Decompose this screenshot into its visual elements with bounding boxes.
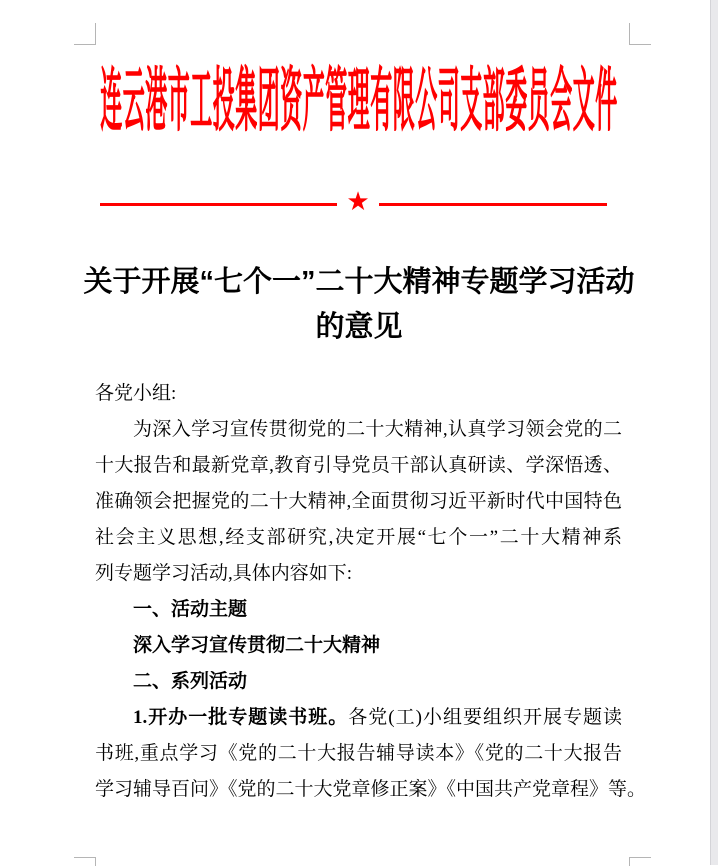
body-line bbox=[95, 700, 622, 736]
body-item-text: 各党(工)小组要组织开展专题读 bbox=[348, 707, 622, 728]
body-line: 准确领会把握党的二十大精神,全面贯彻习近平新时代中国特色 bbox=[95, 491, 622, 512]
red-divider-right bbox=[379, 203, 607, 206]
body-line: 社会主义思想,经支部研究,决定开展“七个一”二十大精神系 bbox=[95, 527, 622, 548]
doc-title bbox=[0, 260, 718, 350]
crop-mark-top-right-icon bbox=[629, 23, 651, 45]
document-body bbox=[95, 376, 647, 808]
body-line: 学习辅导百问》《党的二十大党章修正案》《中国共产党章程》等。 bbox=[95, 779, 647, 800]
org-header-title: 连云港市工投集团资产管理有限公司支部委员会文件 bbox=[100, 60, 618, 140]
body-line: 列专题学习活动,具体内容如下: bbox=[95, 563, 353, 584]
canvas-gutter bbox=[710, 0, 718, 865]
body-heading-1: 一、活动主题 bbox=[133, 599, 248, 620]
body-item-lead: 1.开办一批专题读书班。 bbox=[133, 707, 349, 728]
body-line-salutation: 各党小组: bbox=[95, 383, 177, 404]
body-line: 为深入学习宣传贯彻党的二十大精神,认真学习领会党的二 bbox=[133, 419, 622, 440]
body-line: 十大报告和最新党章,教育引导党员干部认真研读、学深悟透、 bbox=[95, 455, 622, 476]
crop-mark-top-left-icon bbox=[74, 23, 96, 45]
body-line: 书班,重点学习《党的二十大报告辅导读本》《党的二十大报告 bbox=[95, 743, 622, 764]
doc-title-line2: 的意见 bbox=[315, 311, 403, 343]
red-divider-left bbox=[100, 203, 337, 206]
doc-title-line1: 关于开展“七个一”二十大精神专题学习活动 bbox=[83, 266, 635, 298]
body-theme: 深入学习宣传贯彻二十大精神 bbox=[133, 635, 381, 656]
star-icon: ★ bbox=[346, 187, 370, 217]
body-heading-2: 二、系列活动 bbox=[133, 671, 248, 692]
